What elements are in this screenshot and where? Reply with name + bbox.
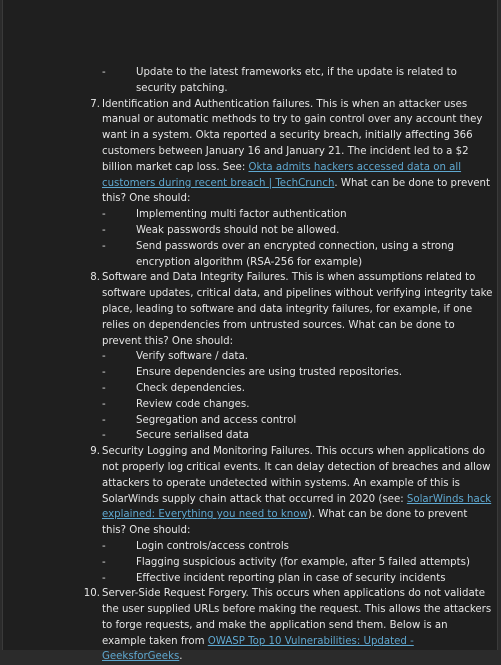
subitem-text: Implementing multi factor authentication [136,209,347,221]
list-subitem [102,381,493,397]
dash-bullet: - [102,414,106,426]
list-item-10 [83,586,493,665]
list-subitem [102,365,493,381]
item-text: Security Logging and Monitoring Failures. This occurs when applications do not properly log critical events. It can delay detection of breaches and allow attackers to operate undetected within systems. An example of this is SolarWinds supply chain attack that occurred in 2020 (see: [102,446,491,505]
okta-breach-link[interactable]: Okta admits hackers accessed data on all customers during recent breach | TechCrunch [102,161,462,189]
item-number: 10. [83,588,100,600]
geeksforgeeks-link[interactable]: OWASP Top 10 Vulnerabilities: Updated - GeeksforGeeks [102,635,414,663]
subitem-text: Flagging suspicious activity (for example, after 5 failed attempts) [136,556,470,568]
list-subitem [102,413,493,429]
list-subitem [102,428,493,444]
subitem-text: Ensure dependencies are using trusted repositories. [136,367,403,379]
document-page [2,0,498,663]
dash-bullet: - [102,224,106,236]
list-subitem [102,539,493,555]
list-subitem [102,239,493,271]
subitem-text: Verify software / data. [136,351,248,363]
dash-bullet: - [102,398,106,410]
dash-bullet: - [102,351,106,363]
dash-bullet: - [102,556,106,568]
solarwinds-link[interactable]: SolarWinds hack explained: Everything you need to know [102,493,492,521]
dash-bullet: - [102,382,106,394]
list-item-7 [83,97,493,208]
list-subitem [102,571,493,587]
dash-bullet: - [102,367,106,379]
list-item-8 [83,270,493,349]
dash-bullet: - [102,67,106,78]
item-number: 7. [90,98,100,110]
list-subitem [102,223,493,239]
item-text-tail: ). What can be done to prevent this? One should: [102,509,468,537]
dash-bullet: - [102,540,106,552]
subitem-text: Check dependencies. [136,382,245,394]
item-text-tail: . What can be done to prevent this? One should: [102,177,490,205]
item-number: 8. [90,272,100,284]
subitem-text: Effective incident reporting plan in case of security incidents [136,572,446,584]
list-subitem [102,207,493,223]
item-text: Identification and Authentication failures. This is when an attacker uses manual or automatic methods to try to gain control over any account they want in a system. Okta reported a security breach, initially affecting 366 customers between January 16 and January 21. The incident led to a $2 billion market cap loss. See: [102,98,483,173]
subitem-text: Segregation and access control [136,414,297,426]
list-subitem [102,397,493,413]
list-subitem [102,349,493,365]
dash-bullet: - [102,209,106,221]
list-subitem [102,555,493,571]
list-subitem [102,65,493,97]
list-item-9 [83,444,493,539]
subitem-text: Update to the latest frameworks etc, if the update is related to security patching. [136,67,457,94]
subitem-text: Secure serialised data [136,430,249,442]
dash-bullet: - [102,240,106,252]
subitem-text: Weak passwords should not be allowed. [136,224,340,236]
document-body [83,65,493,665]
dash-bullet: - [102,572,106,584]
item-text-tail: . [179,651,183,663]
subitem-text: Review code changes. [136,398,250,410]
item-text: Software and Data Integrity Failures. This is when assumptions related to software updates, critical data, and pipelines without verifying integrity take place, leading to software and data integrity failures, for example, if one relies on dependencies from untrusted sources. What can be done to prevent this? One should: [102,272,493,347]
item-text: Server-Side Request Forgery. This occurs when applications do not validate the user supplied URLs before making the request. This allows the attackers to forge requests, and make the application send them. Below is an example taken from [102,588,492,647]
dash-bullet: - [102,430,106,442]
subitem-text: Login controls/access controls [136,540,289,552]
subitem-text: Send passwords over an encrypted connection, using a strong encryption algorithm (RSA-256 for example) [136,240,454,268]
item-number: 9. [90,446,100,458]
